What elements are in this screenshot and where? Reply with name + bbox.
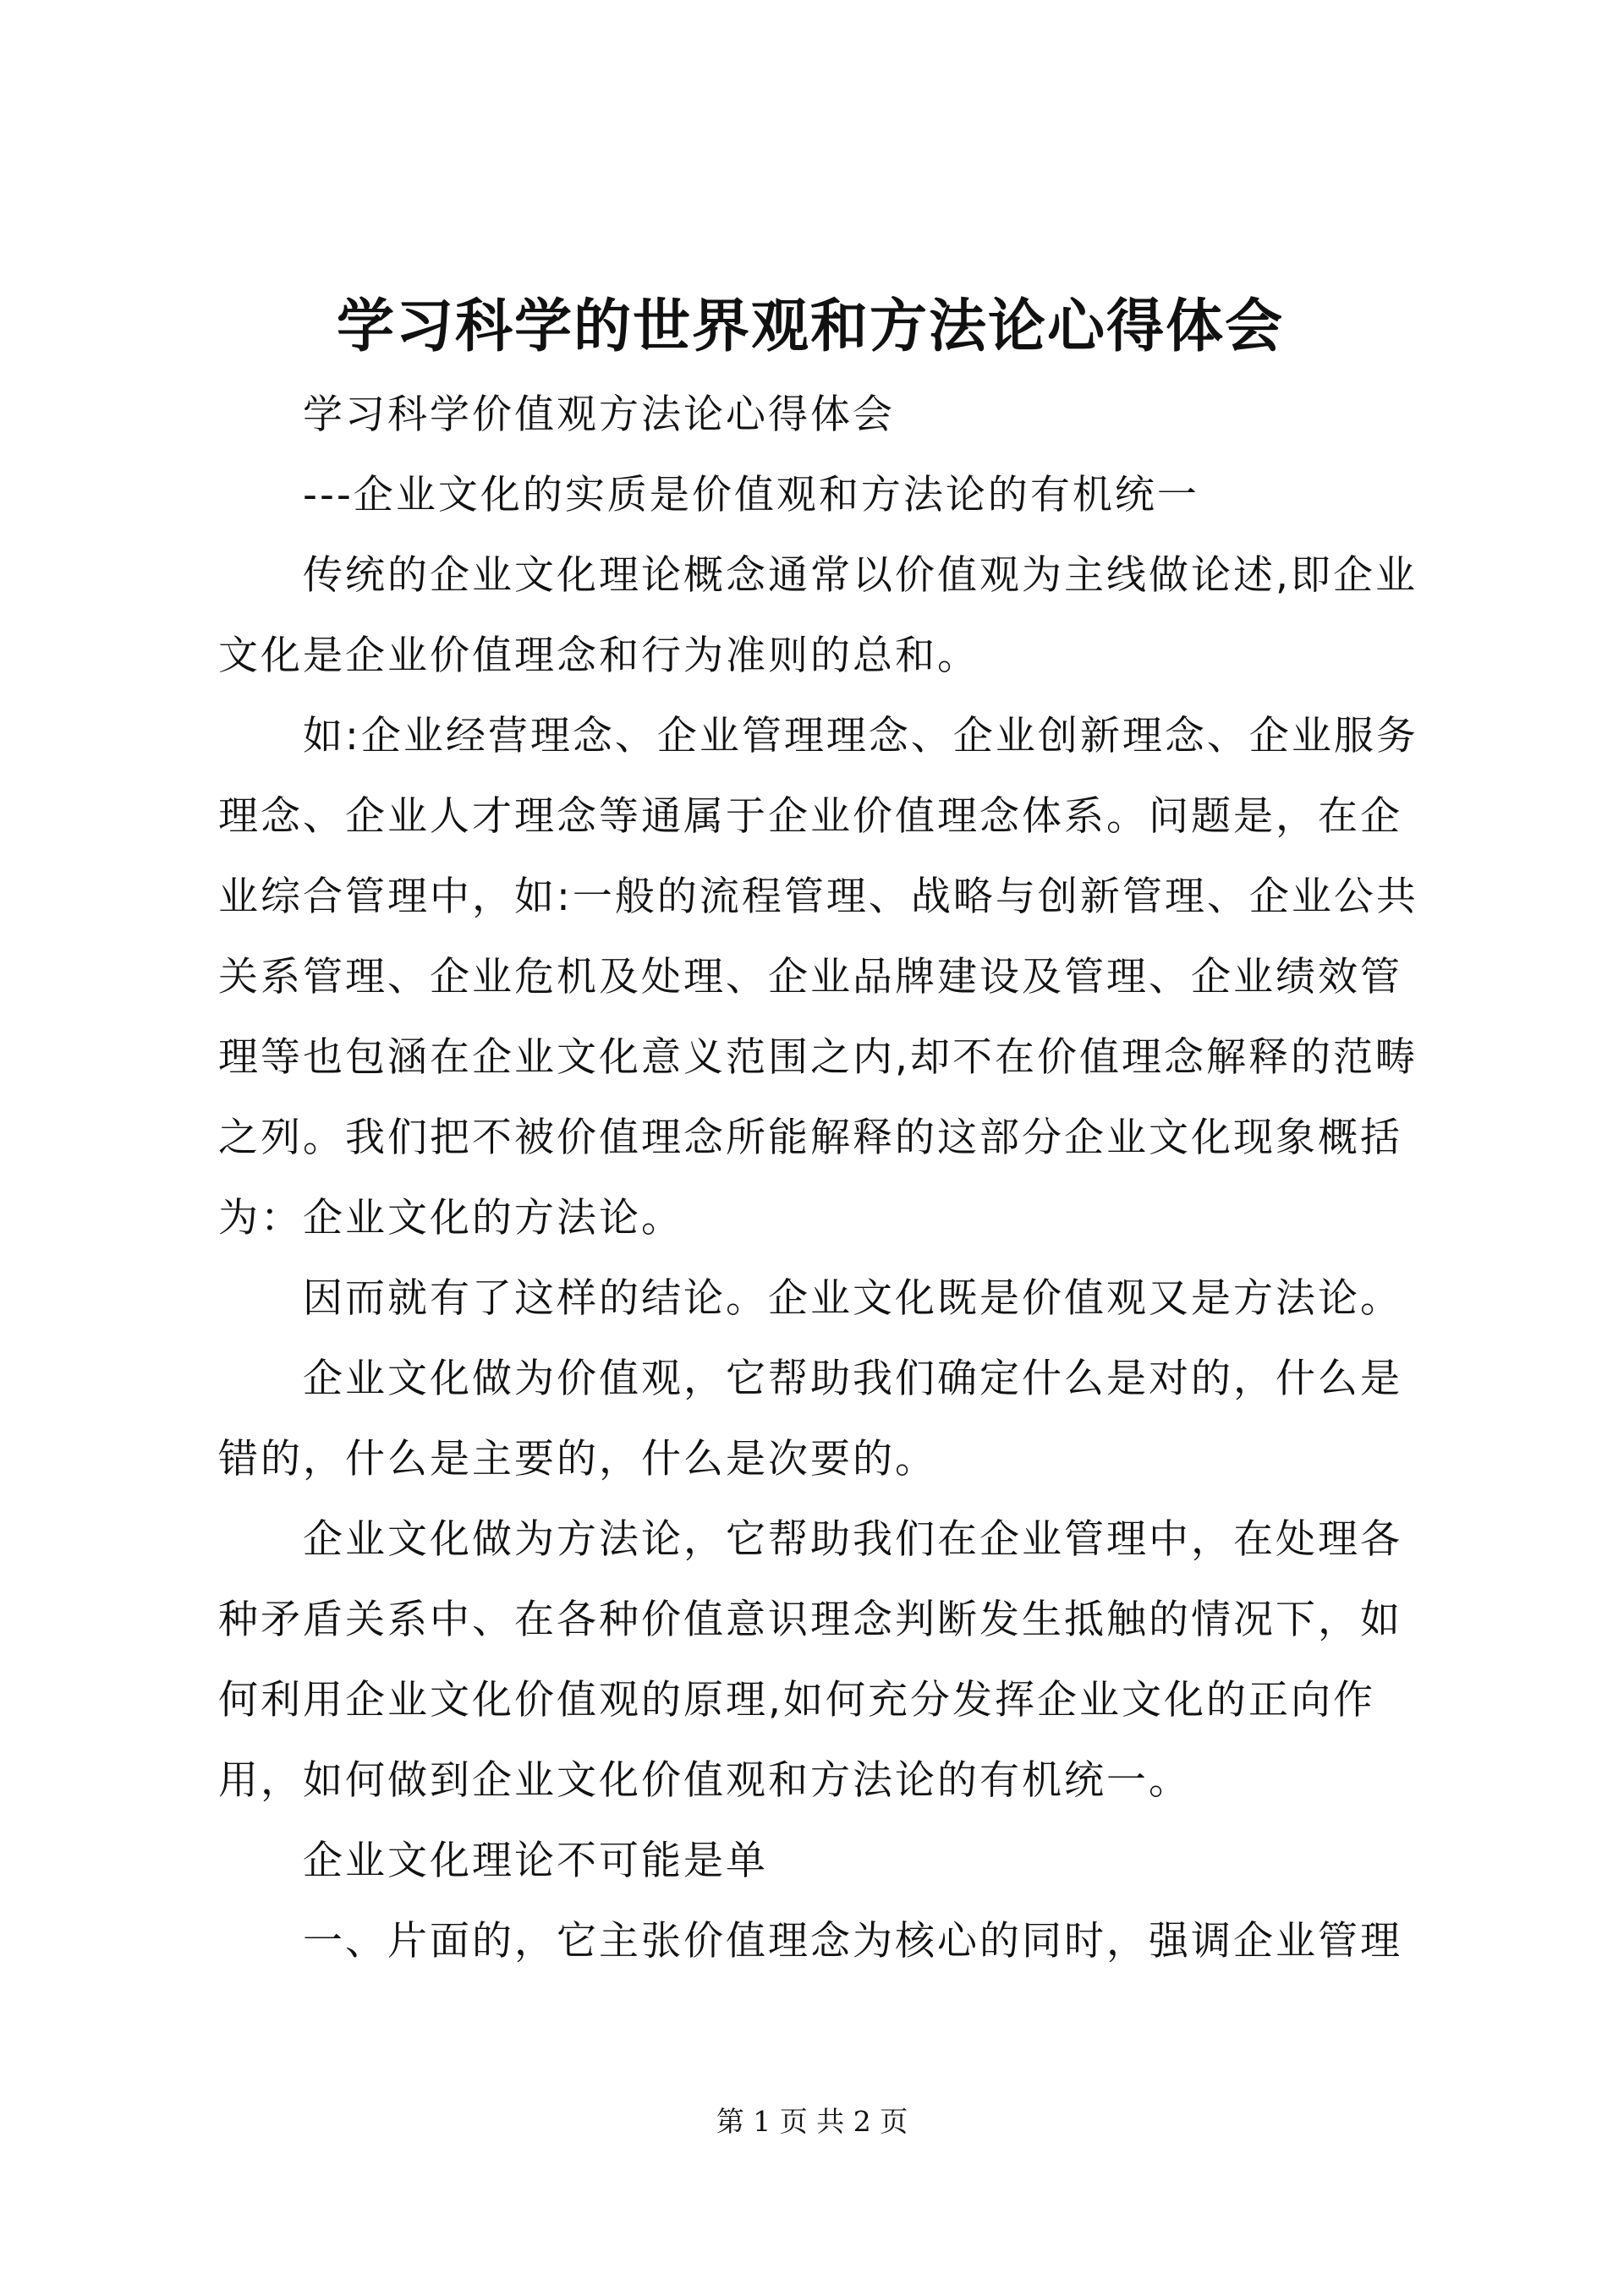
body-paragraph: 企业文化做为方法论，它帮助我们在企业管理中，在处理各种矛盾关系中、在各种价值意识理念判断发生抵触的情况下，如何利用企业文化价值观的原理,如何充分发挥企业文化的正向作用，如何做到企业文化价值观和方法论的有机统一。 <box>218 1516 1402 1804</box>
body-paragraph: 一、片面的，它主张价值理念为核心的同时，强调企业管理 <box>303 1918 1402 1964</box>
body-paragraph: 企业文化理论不可能是单 <box>303 1838 768 1884</box>
body-paragraph: 因而就有了这样的结论。企业文化既是价值观又是方法论。 <box>303 1275 1402 1322</box>
body-paragraph: 传统的企业文化理论概念通常以价值观为主线做论述,即企业文化是企业价值理念和行为准则的总和。 <box>218 552 1418 679</box>
subtitle-paragraph: 学习科学价值观方法论心得体会 <box>303 392 895 438</box>
page-number-footer: 第 1 页 共 2 页 <box>716 2105 908 2138</box>
body-paragraph: 企业文化做为价值观，它帮助我们确定什么是对的，什么是错的，什么是主要的，什么是次要的。 <box>218 1356 1402 1482</box>
body-paragraph: 如:企业经营理念、企业管理理念、企业创新理念、企业服务理念、企业人才理念等通属于企业价值理念体系。问题是，在企业综合管理中，如:一般的流程管理、战略与创新管理、企业公共关系管理、企业危机及处理、企业品牌建设及管理、企业绩效管理等也包涵在企业文化意义范围之内,却不在价值理念解释的范畴之列。我们把不被价值理念所能解释的这部分企业文化现象概括为：企业文化的方法论。 <box>218 713 1418 1241</box>
document-title: 学习科学的世界观和方法论心得体会 <box>336 293 1284 360</box>
tagline-paragraph: ---企业文化的实质是价值观和方法论的有机统一 <box>303 472 1199 518</box>
document-body <box>218 375 1419 1981</box>
